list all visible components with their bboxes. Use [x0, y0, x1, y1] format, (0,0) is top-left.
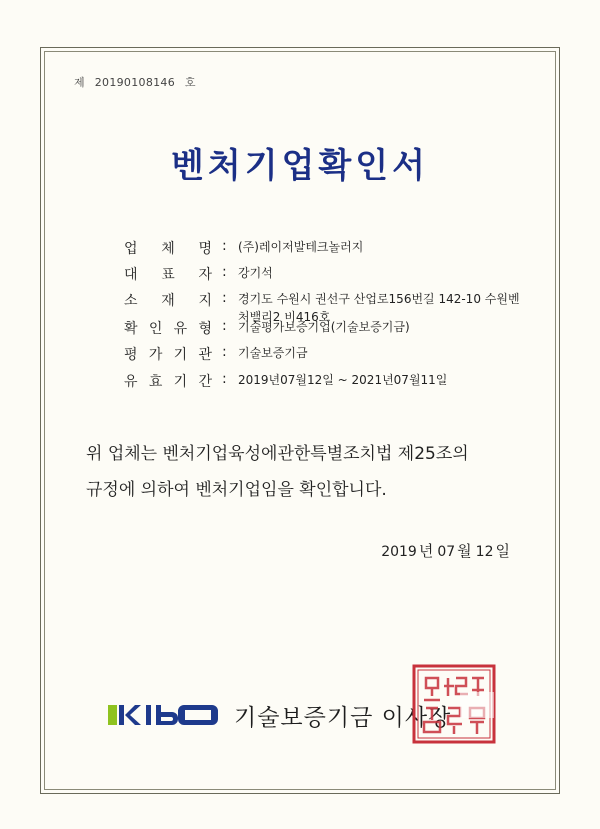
field-colon: :: [222, 344, 227, 360]
label-char: 표: [161, 267, 175, 283]
field-label: [124, 238, 212, 258]
label-char: 소: [124, 293, 138, 309]
label-char: 업: [124, 241, 138, 257]
field-value-company-name: (주)레이저발테크놀러지: [238, 240, 364, 254]
issue-year: 2019: [381, 544, 417, 560]
label-char: 유: [124, 374, 138, 390]
issue-day-unit: 일: [495, 542, 510, 560]
issuer-name: 기술보증기금 이사장: [234, 705, 452, 731]
field-label: [124, 371, 212, 391]
certificate-number: [74, 74, 202, 90]
label-char: 명: [198, 241, 212, 257]
label-char: 지: [198, 293, 212, 309]
field-colon: :: [222, 371, 227, 387]
issue-day: 12: [475, 544, 494, 560]
certificate-number-suffix: 호: [184, 76, 196, 89]
label-char: 대: [124, 267, 138, 283]
label-char: 가: [148, 347, 163, 363]
field-colon: :: [222, 290, 227, 306]
issue-month: 07: [437, 544, 456, 560]
statement-line-1: 위 업체는 벤처기업육성에관한특별조치법 제25조의: [86, 444, 469, 464]
label-char: 확: [124, 321, 138, 337]
certification-statement: [86, 436, 526, 508]
official-seal-icon: [402, 660, 502, 748]
issue-date: [381, 540, 514, 561]
label-char: 관: [198, 347, 212, 363]
label-char: 자: [198, 267, 212, 283]
issue-month-unit: 월: [457, 542, 472, 560]
label-char: 체: [161, 241, 175, 257]
field-value-representative: 강기석: [238, 266, 273, 280]
field-colon: :: [222, 264, 227, 280]
field-value-validity-period: 2019년07월12일 ~ 2021년07월11일: [238, 373, 448, 387]
label-char: 기: [173, 347, 188, 363]
certificate-number-prefix: 제: [74, 76, 85, 89]
field-value-confirmation-type: 기술평가보증기업(기술보증기금): [238, 320, 410, 334]
issue-year-unit: 년: [418, 542, 434, 560]
field-colon: :: [222, 238, 227, 254]
field-label: [124, 344, 212, 364]
certificate-number-value: 20190108146: [94, 76, 176, 89]
label-char: 유: [173, 321, 188, 337]
field-value-evaluation-agency: 기술보증기금: [238, 346, 308, 360]
label-char: 형: [198, 321, 212, 337]
kibo-logo: [108, 702, 220, 728]
statement-line-2: 규정에 의하여 벤처기업임을 확인합니다.: [86, 480, 387, 500]
field-value-address: 경기도 수원시 권선구 산업로156번길 142-10 수원벤처밸리2 비416호: [238, 292, 520, 324]
field-label: [124, 264, 212, 284]
label-char: 재: [161, 293, 175, 309]
document-title: 벤처기업확인서: [171, 146, 429, 186]
field-colon: :: [222, 318, 227, 334]
label-char: 인: [148, 321, 163, 337]
label-char: 간: [198, 374, 212, 390]
field-label: [124, 290, 212, 310]
label-char: 효: [148, 374, 163, 390]
label-char: 기: [173, 374, 188, 390]
label-char: 평: [124, 347, 138, 363]
field-label: [124, 318, 212, 338]
